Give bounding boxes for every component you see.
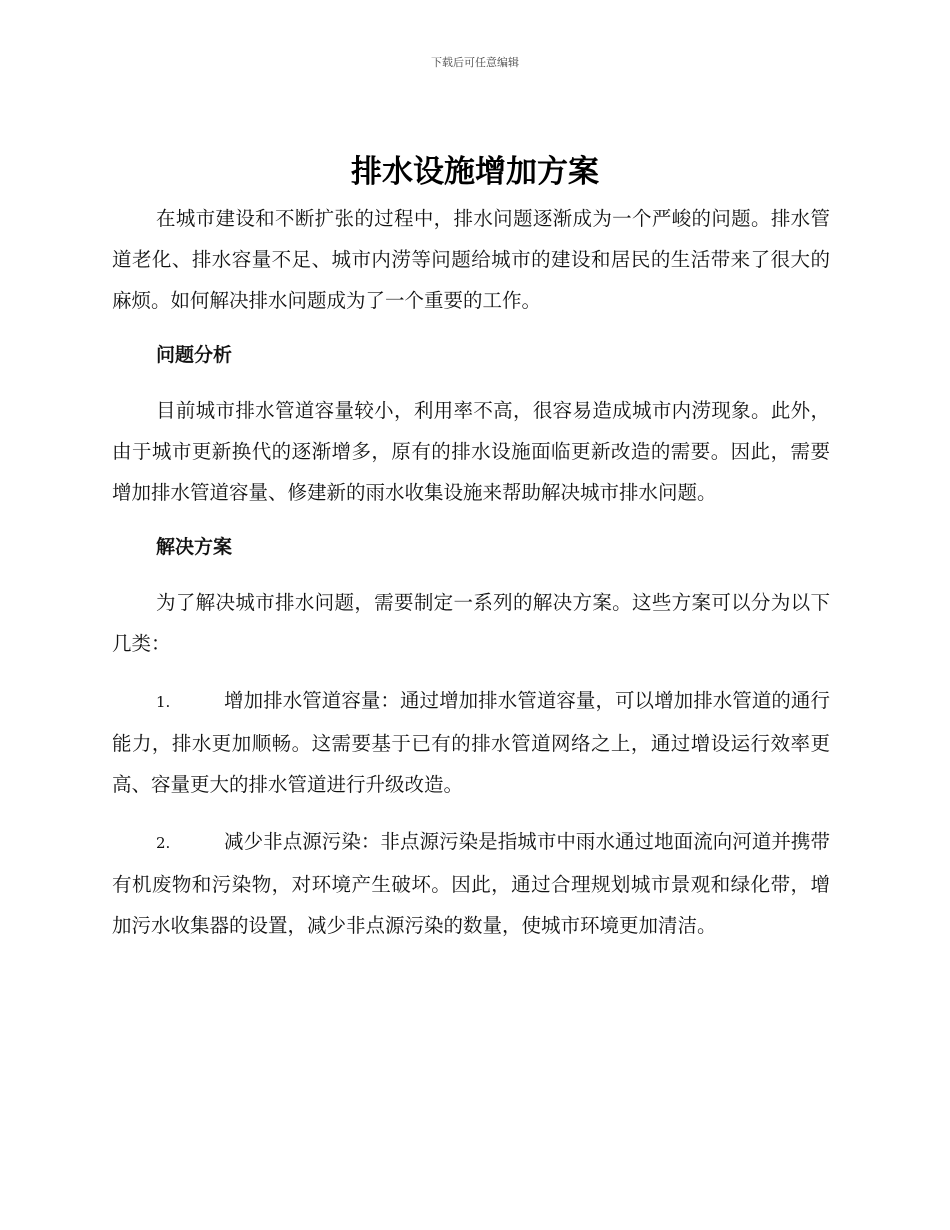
document-body [112, 198, 830, 946]
intro-paragraph: 在城市建设和不断扩张的过程中，排水问题逐渐成为一个严峻的问题。排水管道老化、排水容量不足、城市内涝等问题给城市的建设和居民的生活带来了很大的麻烦。如何解决排水问题成为了一个重要的工作。 [112, 207, 830, 312]
spacer [112, 321, 830, 335]
list-item [112, 680, 830, 805]
header-note: 下载后可任意编辑 [431, 56, 519, 69]
spacer [112, 513, 830, 527]
spacer [112, 664, 830, 680]
section-heading-solution: 解决方案 [156, 536, 233, 558]
spacer [112, 376, 830, 390]
list-item-text: 增加排水管道容量：通过增加排水管道容量，可以增加排水管道的通行能力，排水更加顺畅。这需要基于已有的排水管道网络之上，通过增设运行效率更高、容量更大的排水管道进行升级改造。 [112, 689, 830, 796]
list-item [112, 821, 830, 946]
list-item-number: 1. [156, 693, 171, 711]
list-item-number: 2. [156, 834, 171, 852]
analysis-paragraph: 目前城市排水管道容量较小，利用率不高，很容易造成城市内涝现象。此外，由于城市更新换代的逐渐增多，原有的排水设施面临更新改造的需要。因此，需要增加排水管道容量、修建新的雨水收集设施来帮助解决城市排水问题。 [112, 399, 830, 504]
spacer [112, 805, 830, 821]
spacer [112, 568, 830, 582]
section-heading-analysis: 问题分析 [156, 344, 233, 366]
document-title: 排水设施增加方案 [351, 154, 599, 190]
list-item-text: 减少非点源污染：非点源污染是指城市中雨水通过地面流向河道并携带有机废物和污染物，对环境产生破坏。因此，通过合理规划城市景观和绿化带，增加污水收集器的设置，减少非点源污染的数量，使城市环境更加清洁。 [112, 830, 830, 937]
solution-paragraph: 为了解决城市排水问题，需要制定一系列的解决方案。这些方案可以分为以下几类： [112, 591, 830, 655]
